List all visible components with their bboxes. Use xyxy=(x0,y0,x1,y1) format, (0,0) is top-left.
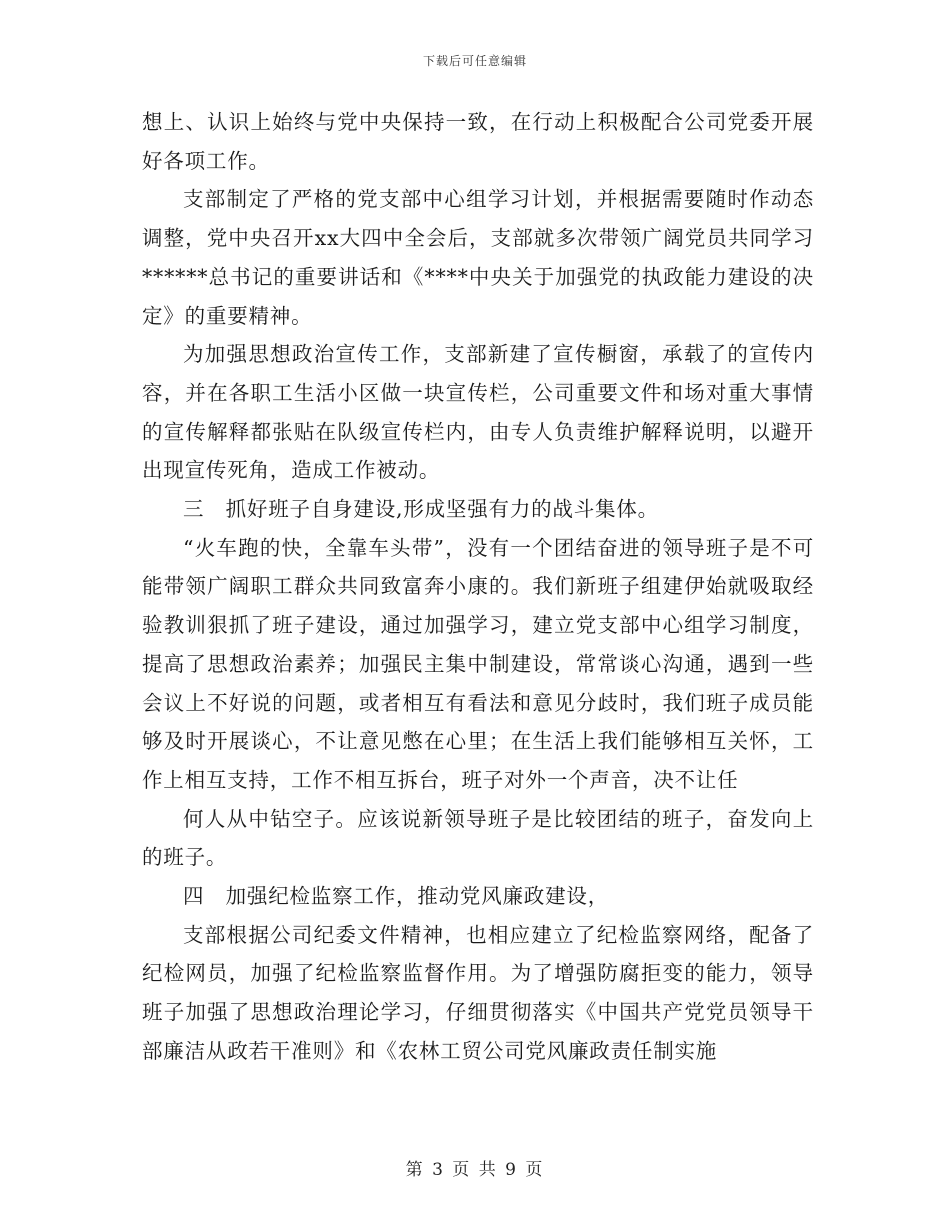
paragraph-1: 想上、认识上始终与党中央保持一致，在行动上积极配合公司党委开展好各项工作。 xyxy=(142,110,814,173)
document-body xyxy=(142,103,814,1071)
paragraph-6: 支部根据公司纪委文件精神，也相应建立了纪检监察网络，配备了纪检网员，加强了纪检监察监督作用。为了增强防腐拒变的能力，领导班子加强了思想政治理论学习，仔细贯彻落实《中国共产党党员领导干部廉洁从政若干准则》和《农林工贸公司党风廉政责任制实施 xyxy=(142,922,814,1063)
paragraph-4: “火车跑的快，全靠车头带”，没有一个团结奋进的领导班子是不可能带领广阔职工群众共同致富奔小康的。我们新班子组建伊始就吸取经验教训狠抓了班子建设，通过加强学习，建立党支部中心组学习制度，提高了思想政治素养；加强民主集中制建设，常常谈心沟通，遇到一些会议上不好说的问题，或者相互有看法和意见分歧时，我们班子成员能够及时开展谈心，不让意见憋在心里；在生活上我们能够相互关怀，工作上相互支持，工作不相互拆台，班子对外一个声音，决不让任 xyxy=(142,535,814,792)
paragraph-3: 为加强思想政治宣传工作，支部新建了宣传橱窗，承载了的宣传内容，并在各职工生活小区做一块宣传栏，公司重要文件和场对重大事情的宣传解释都张贴在队级宣传栏内，由专人负责维护解释说明，以避开出现宣传死角，造成工作被动。 xyxy=(142,342,814,483)
paragraph-2: 支部制定了严格的党支部中心组学习计划，并根据需要随时作动态调整，党中央召开xx大四中全会后，支部就多次带领广阔党员共同学习******总书记的重要讲话和《****中央关于加强党的执政能力建设的决定》的重要精神。 xyxy=(142,187,814,328)
paragraph-5: 何人从中钻空子。应该说新领导班子是比较团结的班子，奋发向上的班子。 xyxy=(142,806,814,870)
page-header: 下载后可任意编辑 xyxy=(422,54,527,68)
section-heading-3: 三 抓好班子自身建设,形成坚强有力的战斗集体。 xyxy=(183,497,659,522)
section-heading-4: 四 加强纪检监察工作，推动党风廉政建设， xyxy=(183,884,609,909)
page-number: 第 3 页 共 9 页 xyxy=(405,1160,545,1180)
